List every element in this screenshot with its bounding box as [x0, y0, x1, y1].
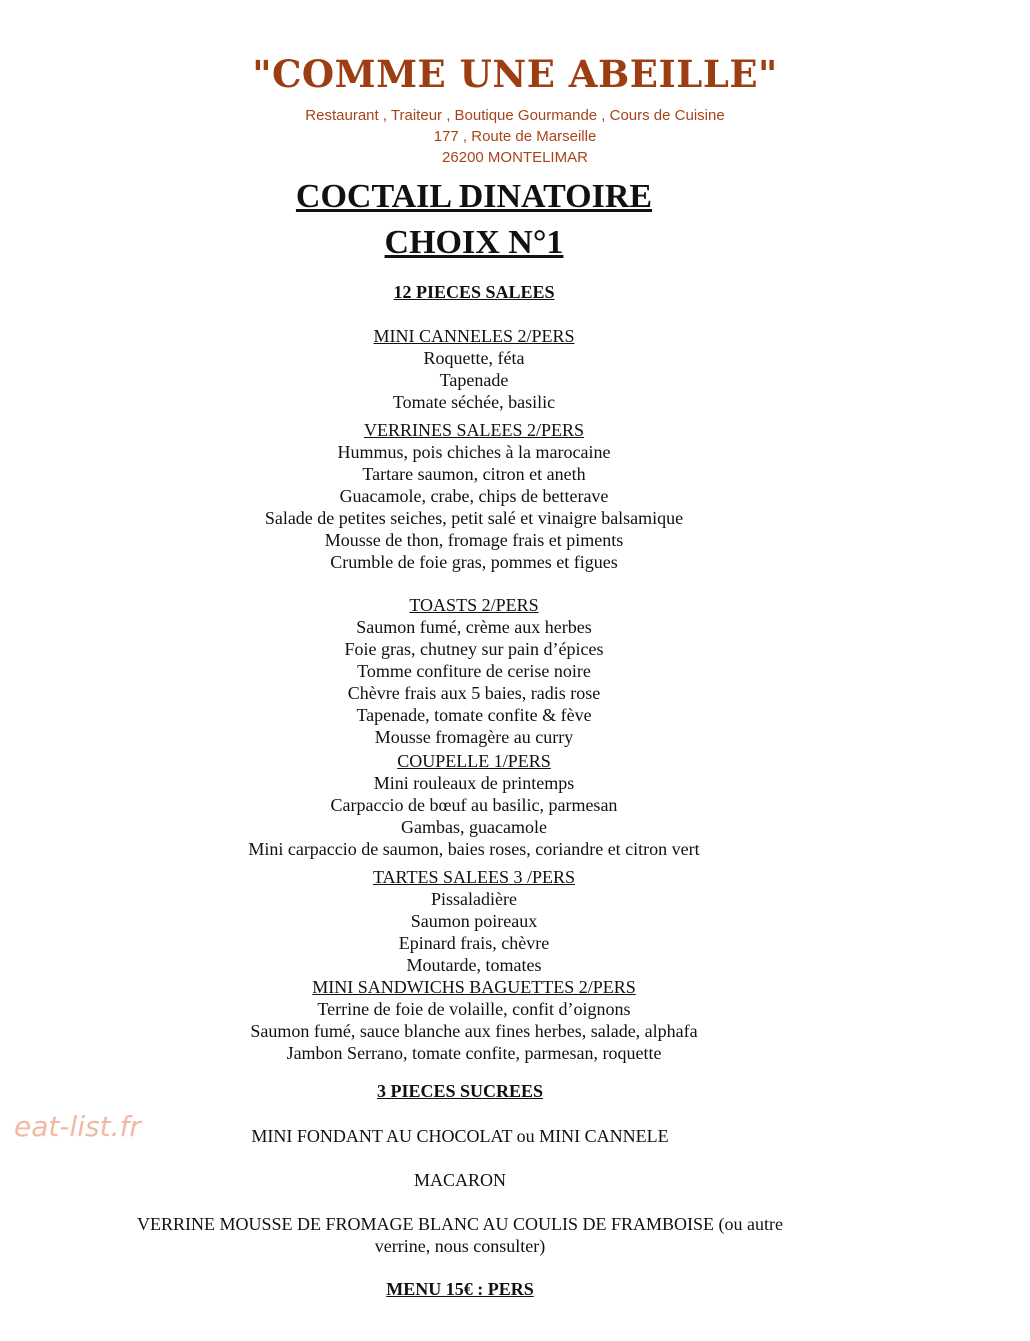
- menu-item: Gambas, guacamole: [401, 817, 547, 837]
- page-subtitle: CHOIX N°1: [384, 224, 564, 261]
- menu-item: Saumon fumé, crème aux herbes: [356, 617, 592, 637]
- sweet-heading: 3 PIECES SUCREES: [376, 1081, 544, 1101]
- menu-item: Foie gras, chutney sur pain d’épices: [344, 639, 604, 659]
- section-title: MINI SANDWICHS BAGUETTES 2/PERS: [312, 977, 636, 997]
- menu-item: Saumon fumé, sauce blanche aux fines herbes, salade, alphafa: [250, 1021, 698, 1041]
- menu-item: Crumble de foie gras, pommes et figues: [330, 552, 618, 572]
- menu-item: Hummus, pois chiches à la marocaine: [337, 442, 611, 462]
- section-title: COUPELLE 1/PERS: [397, 751, 551, 771]
- menu-item: Tartare saumon, citron et aneth: [362, 464, 586, 484]
- menu-item: Tapenade: [439, 370, 509, 390]
- sweet-item: MINI FONDANT AU CHOCOLAT ou MINI CANNELE: [251, 1126, 669, 1146]
- section-verrines-salees: [0, 419, 948, 573]
- menu-item: Tomate séchée, basilic: [392, 392, 556, 412]
- menu-price: MENU 15€ : PERS: [386, 1279, 534, 1299]
- menu-item: Jambon Serrano, tomate confite, parmesan, roquette: [286, 1043, 662, 1063]
- section-title: MINI CANNELES 2/PERS: [373, 326, 575, 346]
- menu-item: Salade de petites seiches, petit salé et vinaigre balsamique: [264, 508, 684, 528]
- watermark: eat-list.fr: [14, 1110, 141, 1143]
- address-street: 177 , Route de Marseille: [433, 128, 597, 145]
- section-title: TARTES SALEES 3 /PERS: [372, 867, 575, 887]
- menu-item: Mini rouleaux de printemps: [373, 773, 575, 793]
- section-mini-sandwichs: [0, 976, 948, 1064]
- menu-item: Mousse fromagère au curry: [374, 727, 574, 747]
- menu-item: Tomme confiture de cerise noire: [357, 661, 591, 681]
- menu-item: Mini carpaccio de saumon, baies roses, coriandre et citron vert: [248, 839, 700, 859]
- section-coupelle: [0, 750, 948, 860]
- menu-item: Chèvre frais aux 5 baies, radis rose: [347, 683, 601, 703]
- menu-item: Moutarde, tomates: [406, 955, 542, 975]
- menu-item: Carpaccio de bœuf au basilic, parmesan: [330, 795, 618, 815]
- menu-item: Terrine de foie de volaille, confit d’oignons: [317, 999, 631, 1019]
- sweet-item: MACARON: [413, 1170, 506, 1190]
- brand-name: "COMME UNE ABEILLE": [252, 52, 778, 96]
- menu-item: Mousse de thon, fromage frais et piments: [324, 530, 624, 550]
- menu-item: Tapenade, tomate confite & fève: [356, 705, 592, 725]
- sweet-item: VERRINE MOUSSE DE FROMAGE BLANC AU COULIS DE FRAMBOISE (ou autre: [136, 1214, 784, 1234]
- section-mini-canneles: [0, 325, 948, 413]
- section-title: TOASTS 2/PERS: [409, 595, 539, 615]
- menu-item: Saumon poireaux: [410, 911, 538, 931]
- address-city: 26200 MONTELIMAR: [442, 149, 588, 166]
- menu-item: Roquette, féta: [423, 348, 525, 368]
- section-tartes-salees: [0, 866, 948, 976]
- menu-item: Pissaladière: [431, 889, 517, 909]
- section-title: VERRINES SALEES 2/PERS: [363, 420, 585, 440]
- section-toasts: [0, 594, 948, 747]
- sweet-item-continued: verrine, nous consulter): [374, 1236, 546, 1256]
- page-title: COCTAIL DINATOIRE: [295, 178, 653, 215]
- savory-heading: 12 PIECES SALEES: [393, 282, 555, 302]
- menu-item: Epinard frais, chèvre: [398, 933, 550, 953]
- menu-item: Guacamole, crabe, chips de betterave: [339, 486, 609, 506]
- tagline: Restaurant , Traiteur , Boutique Gourmande , Cours de Cuisine: [305, 107, 725, 124]
